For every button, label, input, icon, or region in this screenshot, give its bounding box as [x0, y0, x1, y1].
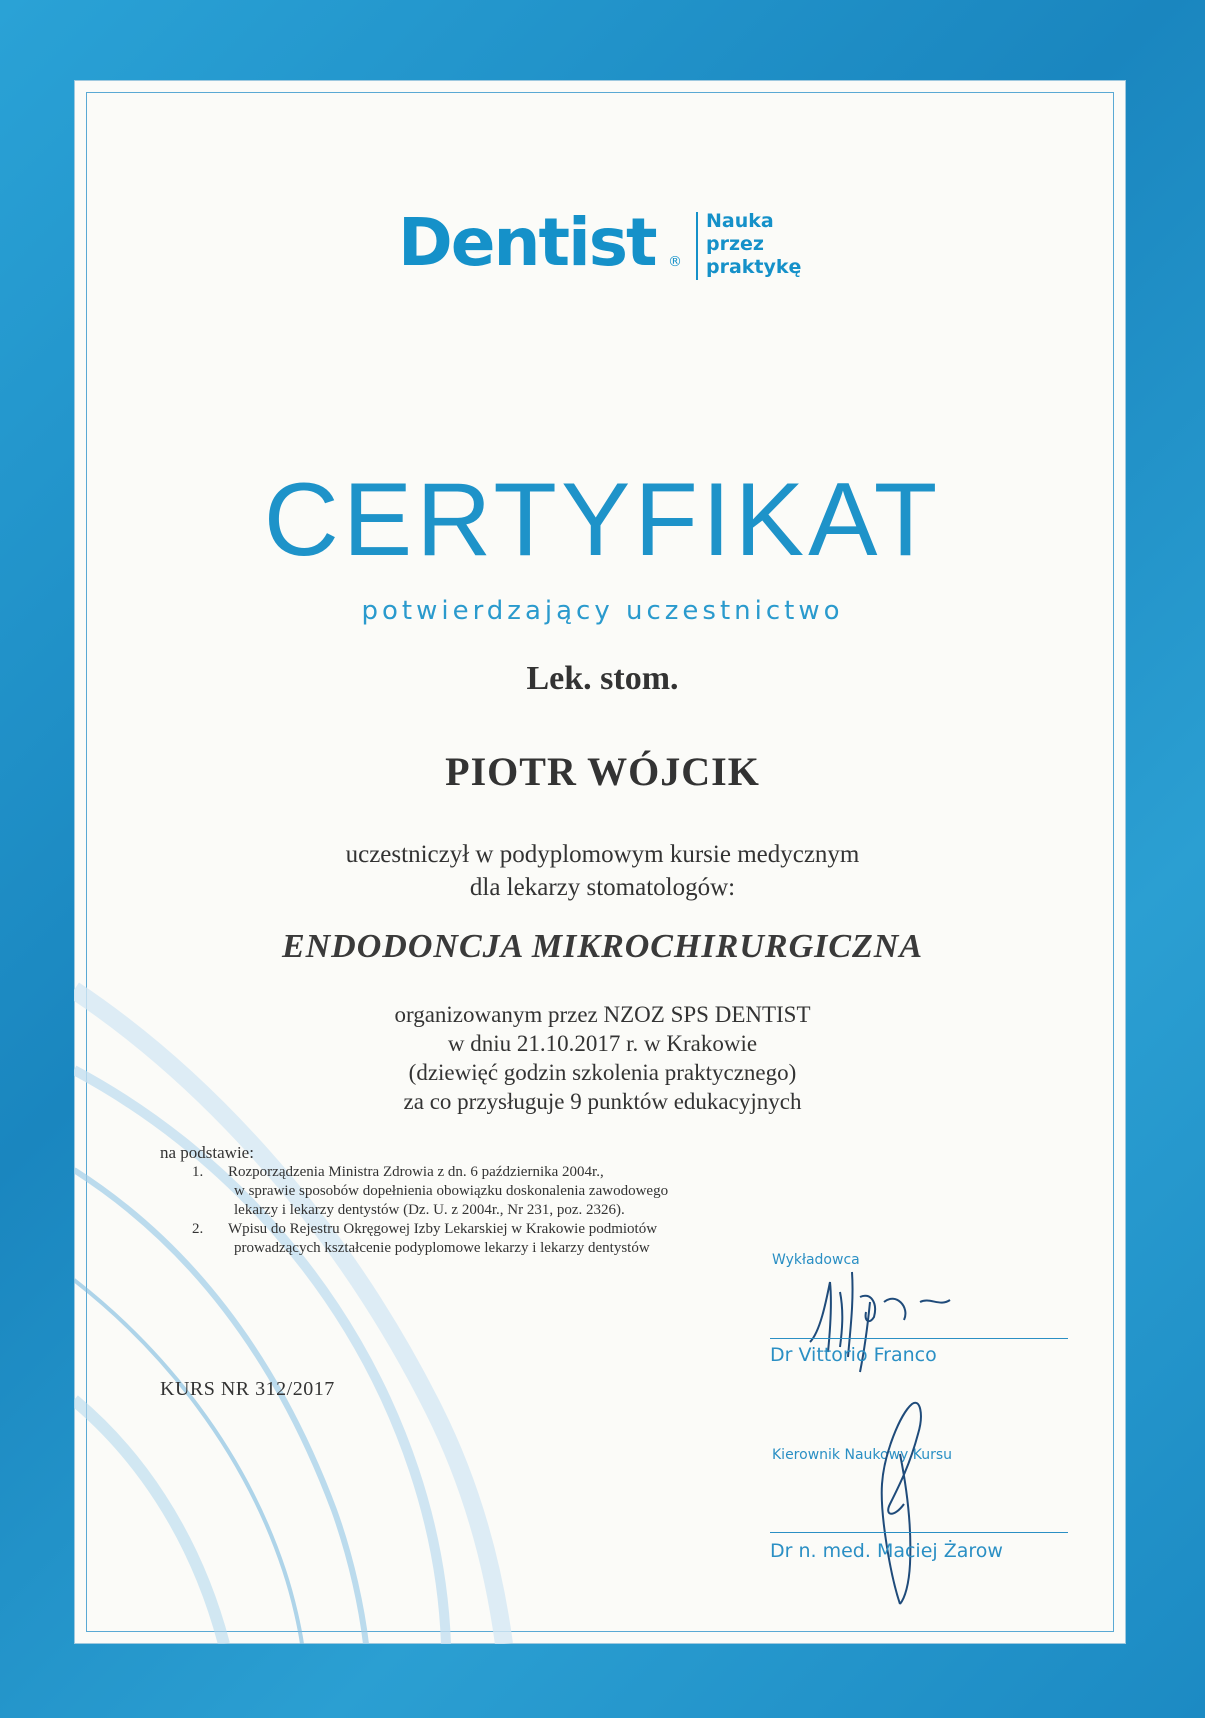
participation-description: [0, 838, 1205, 904]
basis-item-line: Rozporządzenia Ministra Zdrowia z dn. 6 października 2004r.,: [228, 1164, 604, 1180]
organization-line: za co przysługuje 9 punktów edukacyjnych: [403, 1089, 802, 1114]
basis-item-line: lekarzy i lekarzy dentystów (Dz. U. z 2004r., Nr 231, poz. 2326).: [234, 1202, 625, 1218]
logo-tagline: [706, 210, 801, 279]
organization-details: [0, 1000, 1205, 1116]
basis-list: [192, 1163, 668, 1258]
basis-item-line: prowadzących kształcenie podyplomowe lekarzy i lekarzy dentystów: [234, 1240, 650, 1256]
logo-wordmark: Dentist: [398, 204, 656, 281]
basis-item: [192, 1163, 668, 1220]
scientific-director-signature-line: [770, 1532, 1068, 1533]
organization-line: w dniu 21.10.2017 r. w Krakowie: [447, 1031, 758, 1056]
tagline-line: przez: [706, 233, 764, 255]
recipient-name: PIOTR WÓJCIK: [445, 749, 760, 794]
registered-mark: ®: [668, 254, 682, 270]
lecturer-role: Wykładowca: [772, 1252, 860, 1268]
description-line: uczestniczył w podyplomowym kursie medycznym: [345, 841, 860, 868]
basis-item-line: w sprawie sposobów dopełnienia obowiązku doskonalenia zawodowego: [234, 1183, 669, 1199]
certificate-title: CERTYFIKAT: [263, 462, 942, 578]
tagline-line: Nauka: [706, 210, 774, 232]
course-title: ENDODONCJA MIKROCHIRURGICZNA: [281, 928, 924, 965]
description-line: dla lekarzy stomatologów:: [469, 874, 736, 901]
scientific-director-name: Dr n. med. Maciej Żarow: [770, 1540, 1003, 1562]
basis-item: [192, 1220, 668, 1258]
lecturer-signature-line: [770, 1338, 1068, 1339]
tagline-line: praktykę: [706, 256, 802, 278]
logo-divider: [696, 212, 698, 280]
course-number: KURS NR 312/2017: [160, 1378, 335, 1400]
lecturer-name: Dr Vittorio Franco: [770, 1344, 937, 1366]
basis-item-number: 1.: [192, 1164, 204, 1180]
organization-line: organizowanym przez NZOZ SPS DENTIST: [394, 1002, 811, 1027]
basis-item-number: 2.: [192, 1221, 204, 1237]
scientific-director-role: Kierownik Naukowy Kursu: [772, 1447, 953, 1463]
recipient-prefix: Lek. stom.: [526, 660, 679, 697]
basis-heading: na podstawie:: [160, 1143, 254, 1162]
basis-item-line: Wpisu do Rejestru Okręgowej Izby Lekarskiej w Krakowie podmiotów: [228, 1221, 658, 1237]
organization-line: (dziewięć godzin szkolenia praktycznego): [408, 1060, 797, 1085]
certificate-subtitle: potwierdzający uczestnictwo: [361, 596, 844, 626]
